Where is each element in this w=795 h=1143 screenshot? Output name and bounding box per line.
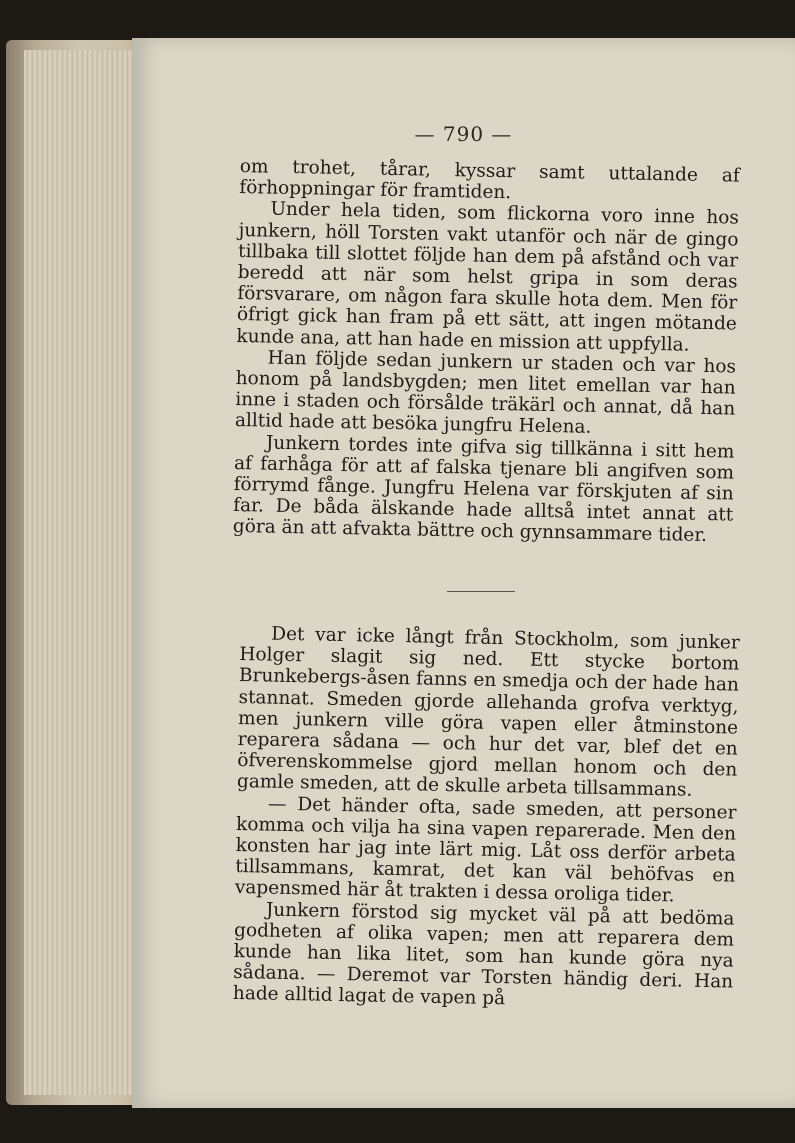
book-page [132, 38, 795, 1108]
page-number: — 790 — [414, 122, 513, 146]
paragraph: — Det händer ofta, sade smeden, att personer komma och vilja ha sina vapen reparerade. Men den konsten har jag inte lärt mig. Låt oss derför arbeta tillsammans, kamrat, det kan väl behöfvas en vapensmed här åt trakten i dessa oroliga tider. [234, 793, 737, 907]
paragraph: Det var icke långt från Stockholm, som junker Holger slagit sig ned. Ett stycke bortom Brunkebergs-åsen fanns en smedja och der hade han stannat. Smeden gjorde allehanda grofva verktyg, men junkern ville göra vapen eller åtminstone reparera sådana — och hur det var, blef det en öfverenskommelse gjord mellan honom och den gamle smeden, att de skulle arbeta tillsammans. [236, 623, 740, 802]
paragraph: Junkern förstod sig mycket väl på att bedöma godheten af olika vapen; men att reparera dem kunde han lika litet, som han kunde göra nya sådana. — Deremot var Torsten händig deri. Han hade alltid lagat de vapen på [232, 899, 735, 1010]
paragraph: Junkern tordes inte gifva sig tillkänna i sitt hem af farhåga för att af falska tjenare bli angifven som förrymd fånge. Jungfru Helena var förskjuten af sin far. De båda älskande hade alltså intet annat att göra än att afvakta bättre och gynnsammare tider. [232, 432, 735, 547]
page-stack [24, 50, 142, 1095]
paragraph: Han följde sedan junkern ur staden och var hos honom på landsbygden; men litet emellan var han inne i staden och försålde träkärl och annat, då han alltid hade att besöka jungfru Helena. [234, 347, 737, 439]
bottom-text-block [233, 623, 740, 1014]
section-separator [447, 591, 515, 592]
paragraph: om trohet, tårar, kyssar samt uttalande af förhoppningar för framtiden. [239, 156, 740, 204]
paragraph: Under hela tiden, som flickorna voro inne hos junkern, höll Torsten vakt utanför och när de gingo tillbaka till slottet följde han dem på afstånd och var beredd att när som helst gripa in som deras försvarare, om någon fara skulle hota dem. Men för öfrigt gick han fram på ett sätt, att ingen mötande kunde ana, att han hade en mission att uppfylla. [236, 199, 740, 356]
top-text-block [233, 156, 740, 547]
